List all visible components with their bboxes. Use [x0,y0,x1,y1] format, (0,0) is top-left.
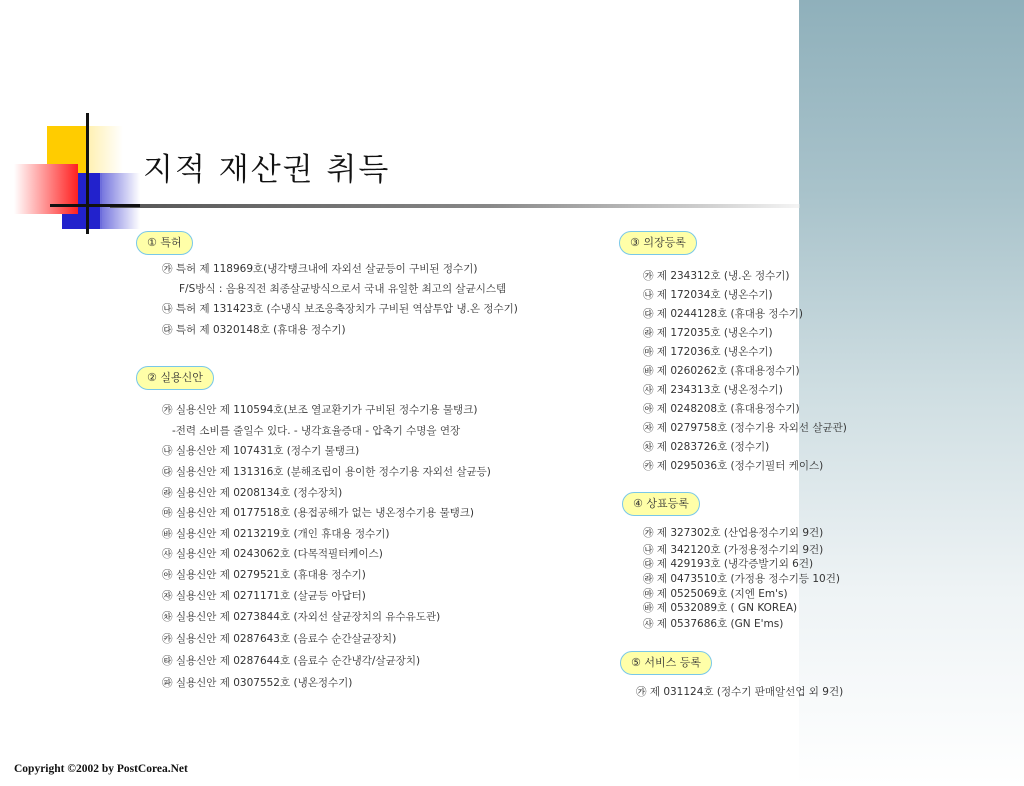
utility-line: ㉶ 실용신안 제 0271171호 (살균등 아답터) [162,590,366,602]
design-line: ㉶ 제 0279758호 (정수기용 자외선 살균관) [643,422,847,434]
deco-vertical-line [86,113,89,234]
section-heading-service: ⑤ 서비스 등록 [620,651,712,675]
design-line: ㉲ 제 172036호 (냉온수기) [643,346,773,358]
title-underline [110,204,800,208]
utility-line: ㉸ 실용신안 제 0287643호 (음료수 순간살균장치) [162,633,397,645]
section-heading-utility: ② 실용신안 [136,366,214,390]
design-line: ㉯ 제 172034호 (냉온수기) [643,289,773,301]
deco-yellow-fade [87,126,123,174]
patent-line: ㉰ 특허 제 0320148호 (휴대용 정수기) [162,324,346,336]
design-line: ㉸ 제 0295036호 (정수기필터 케이스) [643,460,824,472]
utility-line: ㉳ 실용신안 제 0213219호 (개인 휴대용 정수기) [162,528,390,540]
design-line: ㉰ 제 0244128호 (휴대용 정수기) [643,308,803,320]
design-line: ㉵ 제 0248208호 (휴대용정수기) [643,403,800,415]
section-heading-patent: ① 특허 [136,231,193,255]
utility-line: -전력 소비를 줄일수 있다. - 냉각효율증대 - 압축기 수명을 연장 [172,425,461,437]
section-heading-trademark: ④ 상표등록 [622,492,700,516]
trademark-line: ㉱ 제 0473510호 (가정용 정수기등 10건) [643,573,840,585]
trademark-line: ㉴ 제 0537686호 (GN E'ms) [643,618,784,630]
design-line: ㉳ 제 0260262호 (휴대용정수기) [643,365,800,377]
trademark-line: ㉮ 제 327302호 (산업용정수기외 9건) [643,527,824,539]
utility-line: ㉹ 실용신안 제 0287644호 (음료수 순간냉각/살균장치) [162,655,421,667]
utility-line: ㉵ 실용신안 제 0279521호 (휴대용 정수기) [162,569,366,581]
utility-line: ㉯ 실용신안 제 107431호 (정수기 물탱크) [162,445,360,457]
trademark-line: ㉯ 제 342120호 (가정용정수기외 9건) [643,544,824,556]
utility-line: ㉰ 실용신안 제 131316호 (분해조립이 용이한 정수기용 자외선 살균등) [162,466,491,478]
copyright-footer: Copyright ©2002 by PostCorea.Net [14,763,188,775]
design-line: ㉱ 제 172035호 (냉온수기) [643,327,773,339]
design-line: ㉮ 제 234312호 (냉.온 정수기) [643,270,790,282]
utility-line: ㉲ 실용신안 제 0177518호 (용접공해가 없는 냉온정수기용 물탱크) [162,507,474,519]
design-line: ㉴ 제 234313호 (냉온정수기) [643,384,783,396]
trademark-line: ㉳ 제 0532089호 ( GN KOREA) [643,602,798,614]
utility-line: ㉴ 실용신안 제 0243062호 (다목적필터케이스) [162,548,383,560]
utility-line: ㉱ 실용신안 제 0208134호 (정수장치) [162,487,343,499]
utility-line: ㉮ 실용신안 제 110594호(보조 열교환기가 구비된 정수기용 물탱크) [162,404,478,416]
page-title: 지적 재산권 취득 [143,152,391,188]
patent-line: ㉯ 특허 제 131423호 (수냉식 보조응축장치가 구비된 역삼투압 냉.온 정수기) [162,303,518,315]
section-heading-design: ③ 의장등록 [619,231,697,255]
utility-line: ㉺ 실용신안 제 0307552호 (냉온정수기) [162,677,353,689]
deco-blue-fade [100,173,140,229]
design-line: ㉷ 제 0283726호 (정수기) [643,441,770,453]
right-gradient-panel [799,0,1024,786]
utility-line: ㉷ 실용신안 제 0273844호 (자외선 살균장치의 유수유도관) [162,611,441,623]
service-line: ㉮ 제 031124호 (정수기 판매알선업 외 9건) [636,686,844,698]
trademark-line: ㉰ 제 429193호 (냉각증발기외 6건) [643,558,814,570]
deco-horizontal-line [50,204,140,207]
patent-line: ㉮ 특허 제 118969호(냉각탱크내에 자외선 살균등이 구비된 정수기) [162,263,478,275]
trademark-line: ㉲ 제 0525069호 (지엔 Em's) [643,588,788,600]
patent-line: F/S방식 : 음용직전 최종살균방식으로서 국내 유일한 최고의 살균시스템 [179,283,507,295]
